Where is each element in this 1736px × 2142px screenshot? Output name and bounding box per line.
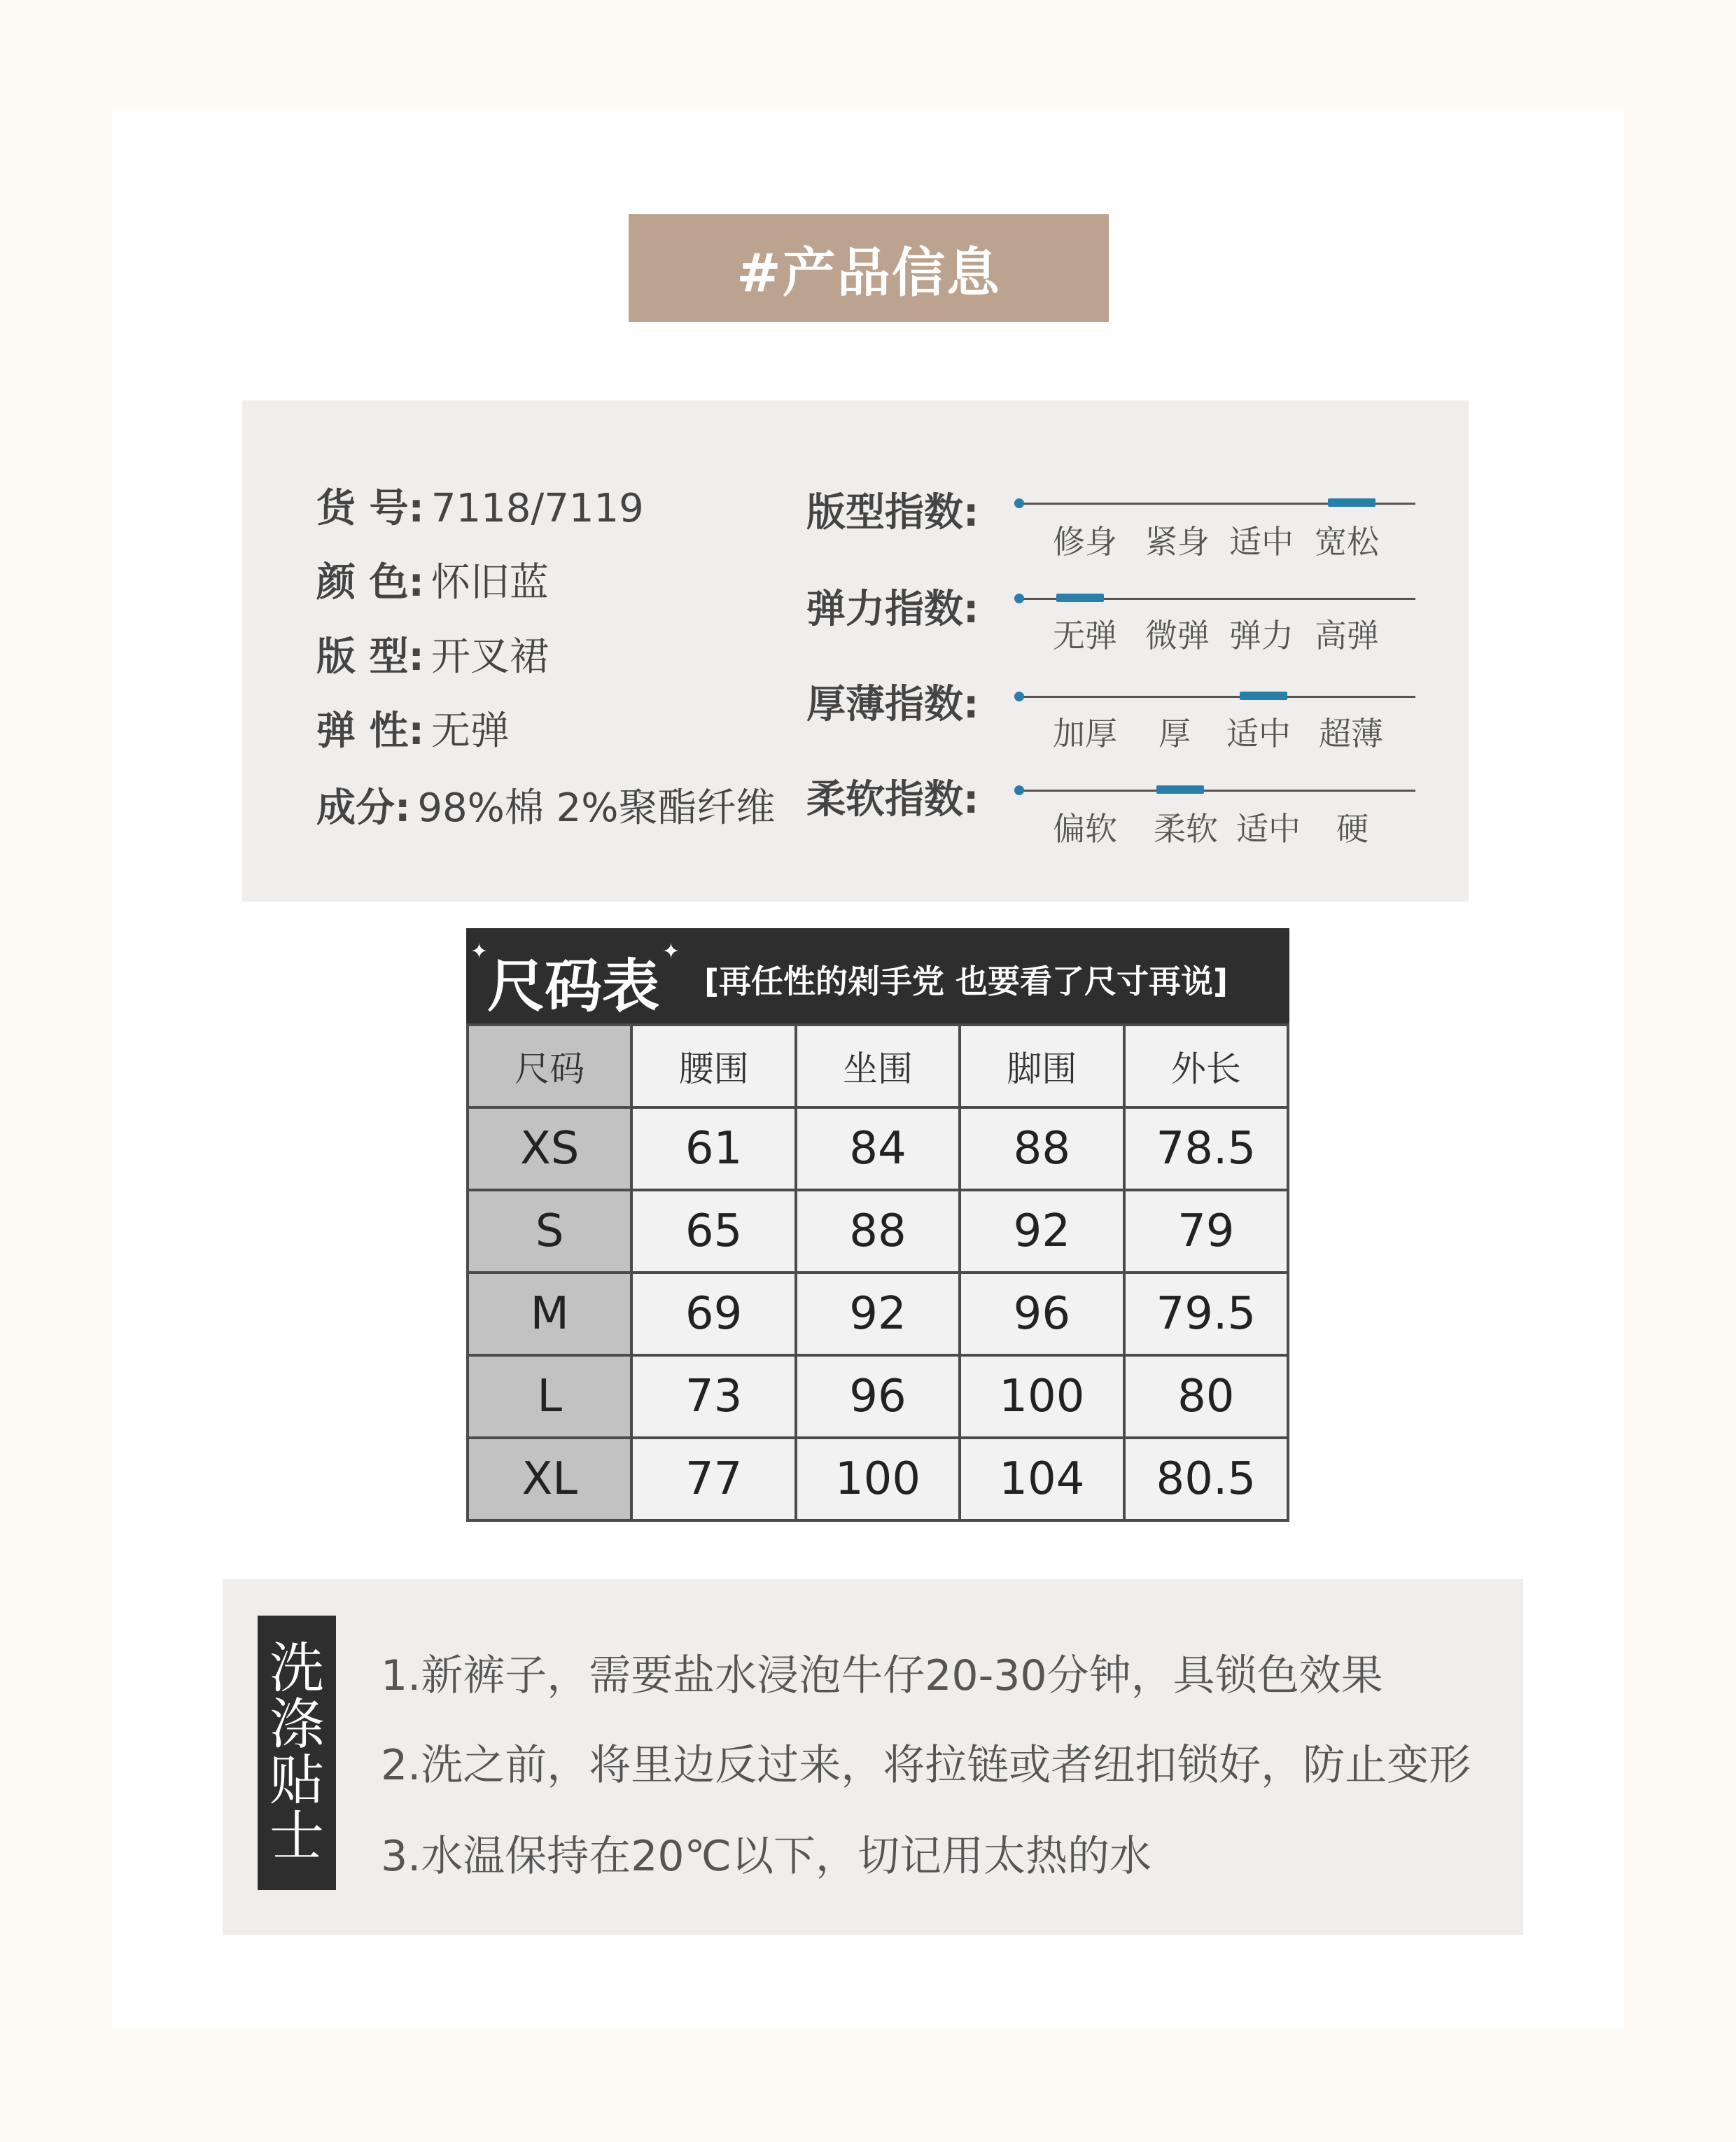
scale-marker bbox=[1156, 785, 1204, 794]
table-cell: 61 bbox=[631, 1107, 795, 1190]
softness-index-label: 柔软指数: bbox=[806, 777, 979, 822]
table-cell: XS bbox=[468, 1107, 631, 1190]
fit-option: 适中 bbox=[1229, 523, 1294, 561]
wash-tips-panel bbox=[223, 1579, 1523, 1935]
fit-option: 紧身 bbox=[1145, 523, 1210, 561]
table-header-cell: 坐围 bbox=[796, 1025, 960, 1107]
size-chart-subtitle: [再任性的剁手党 也要看了尺寸再说] bbox=[704, 962, 1228, 1000]
softness-option: 硬 bbox=[1336, 810, 1368, 848]
table-cell: 77 bbox=[631, 1438, 795, 1520]
scale-start-dot bbox=[1014, 785, 1024, 795]
wash-tips-tag bbox=[258, 1616, 336, 1890]
sparkle-icon: ✦ bbox=[470, 939, 489, 964]
thickness-option: 超薄 bbox=[1319, 715, 1383, 752]
elastic-option: 高弹 bbox=[1315, 617, 1379, 654]
table-cell: 96 bbox=[960, 1273, 1124, 1355]
info-key: 成分: bbox=[316, 785, 411, 831]
elastic-index-label: 弹力指数: bbox=[806, 587, 979, 632]
softness-index-scale bbox=[1016, 790, 1415, 792]
table-header-cell: 外长 bbox=[1124, 1025, 1288, 1107]
table-cell: 79.5 bbox=[1124, 1273, 1288, 1355]
table-cell: 80.5 bbox=[1124, 1438, 1288, 1520]
table-cell: 79 bbox=[1124, 1190, 1288, 1273]
table-row bbox=[468, 1107, 1288, 1190]
info-row-elasticity bbox=[316, 700, 510, 756]
table-cell: S bbox=[468, 1190, 631, 1273]
section-title-text: #产品信息 bbox=[736, 241, 1001, 304]
thickness-option: 加厚 bbox=[1053, 715, 1117, 752]
table-cell: 80 bbox=[1124, 1355, 1288, 1438]
info-row-fit bbox=[316, 626, 549, 682]
table-cell: 65 bbox=[631, 1190, 795, 1273]
table-cell: XL bbox=[468, 1438, 631, 1520]
table-header-cell: 脚围 bbox=[960, 1025, 1124, 1107]
table-cell: M bbox=[468, 1273, 631, 1355]
scale-marker bbox=[1240, 692, 1287, 700]
info-row-color bbox=[316, 552, 549, 608]
table-cell: 84 bbox=[796, 1107, 960, 1190]
table-cell: L bbox=[468, 1355, 631, 1438]
info-value: 怀旧蓝 bbox=[430, 560, 549, 606]
fit-index-label: 版型指数: bbox=[806, 490, 979, 536]
table-cell: 100 bbox=[796, 1438, 960, 1520]
thickness-index-scale bbox=[1016, 696, 1415, 698]
info-value: 开叉裙 bbox=[430, 634, 549, 680]
softness-option: 适中 bbox=[1236, 810, 1301, 848]
info-key: 弹 性: bbox=[316, 708, 424, 754]
softness-option: 柔软 bbox=[1154, 810, 1218, 848]
table-cell: 104 bbox=[960, 1438, 1124, 1520]
elastic-option: 微弹 bbox=[1145, 617, 1210, 654]
table-cell: 88 bbox=[960, 1107, 1124, 1190]
table-row bbox=[468, 1355, 1288, 1438]
table-header-row bbox=[468, 1025, 1288, 1107]
info-value: 无弹 bbox=[430, 708, 510, 754]
info-key: 版 型: bbox=[316, 634, 424, 680]
table-cell: 92 bbox=[796, 1273, 960, 1355]
fit-option: 宽松 bbox=[1315, 523, 1379, 561]
table-cell: 69 bbox=[631, 1273, 795, 1355]
scale-marker bbox=[1328, 498, 1376, 507]
softness-option: 偏软 bbox=[1053, 810, 1117, 848]
table-row bbox=[468, 1438, 1288, 1520]
table-row bbox=[468, 1273, 1288, 1355]
elastic-option: 弹力 bbox=[1229, 617, 1294, 654]
sparkle-icon: ✦ bbox=[662, 939, 680, 964]
table-cell: 73 bbox=[631, 1355, 795, 1438]
thickness-option: 适中 bbox=[1226, 715, 1291, 752]
thickness-option: 厚 bbox=[1158, 715, 1191, 752]
info-value: 7118/7119 bbox=[430, 486, 644, 531]
wash-tip-item: 2.洗之前，将里边反过来，将拉链或者纽扣锁好，防止变形 bbox=[381, 1741, 1471, 1790]
table-cell: 88 bbox=[796, 1190, 960, 1273]
info-key: 货 号: bbox=[316, 486, 424, 531]
fit-index-scale bbox=[1016, 503, 1415, 505]
table-cell: 100 bbox=[960, 1355, 1124, 1438]
wash-tag-char: 士 bbox=[269, 1805, 324, 1868]
wash-tip-item: 1.新裤子，需要盐水浸泡牛仔20-30分钟，具锁色效果 bbox=[381, 1651, 1383, 1700]
scale-marker bbox=[1056, 594, 1104, 602]
table-cell: 78.5 bbox=[1124, 1107, 1288, 1190]
table-row bbox=[468, 1190, 1288, 1273]
table-header-cell: 腰围 bbox=[631, 1025, 795, 1107]
scale-start-dot bbox=[1014, 498, 1024, 508]
scale-start-dot bbox=[1014, 692, 1024, 701]
section-title bbox=[629, 214, 1109, 322]
info-row-material bbox=[316, 777, 776, 833]
fit-option: 修身 bbox=[1053, 523, 1117, 561]
info-key: 颜 色: bbox=[316, 560, 424, 606]
wash-tag-char: 涤 bbox=[269, 1693, 324, 1756]
elastic-index-scale bbox=[1016, 598, 1415, 600]
size-chart-header bbox=[466, 928, 1289, 1023]
wash-tag-char: 贴 bbox=[269, 1749, 324, 1812]
table-cell: 92 bbox=[960, 1190, 1124, 1273]
thickness-index-label: 厚薄指数: bbox=[806, 682, 979, 727]
size-table bbox=[466, 1023, 1289, 1522]
table-cell: 96 bbox=[796, 1355, 960, 1438]
wash-tip-item: 3.水温保持在20℃以下，切记用太热的水 bbox=[381, 1832, 1152, 1881]
scale-start-dot bbox=[1014, 594, 1024, 603]
table-header-cell: 尺码 bbox=[468, 1025, 631, 1107]
info-row-item-no bbox=[316, 477, 644, 533]
info-value: 98%棉 2%聚酯纤维 bbox=[417, 785, 776, 831]
size-chart-title: 尺码表 bbox=[487, 953, 660, 1020]
wash-tag-char: 洗 bbox=[269, 1637, 324, 1700]
elastic-option: 无弹 bbox=[1053, 617, 1117, 654]
